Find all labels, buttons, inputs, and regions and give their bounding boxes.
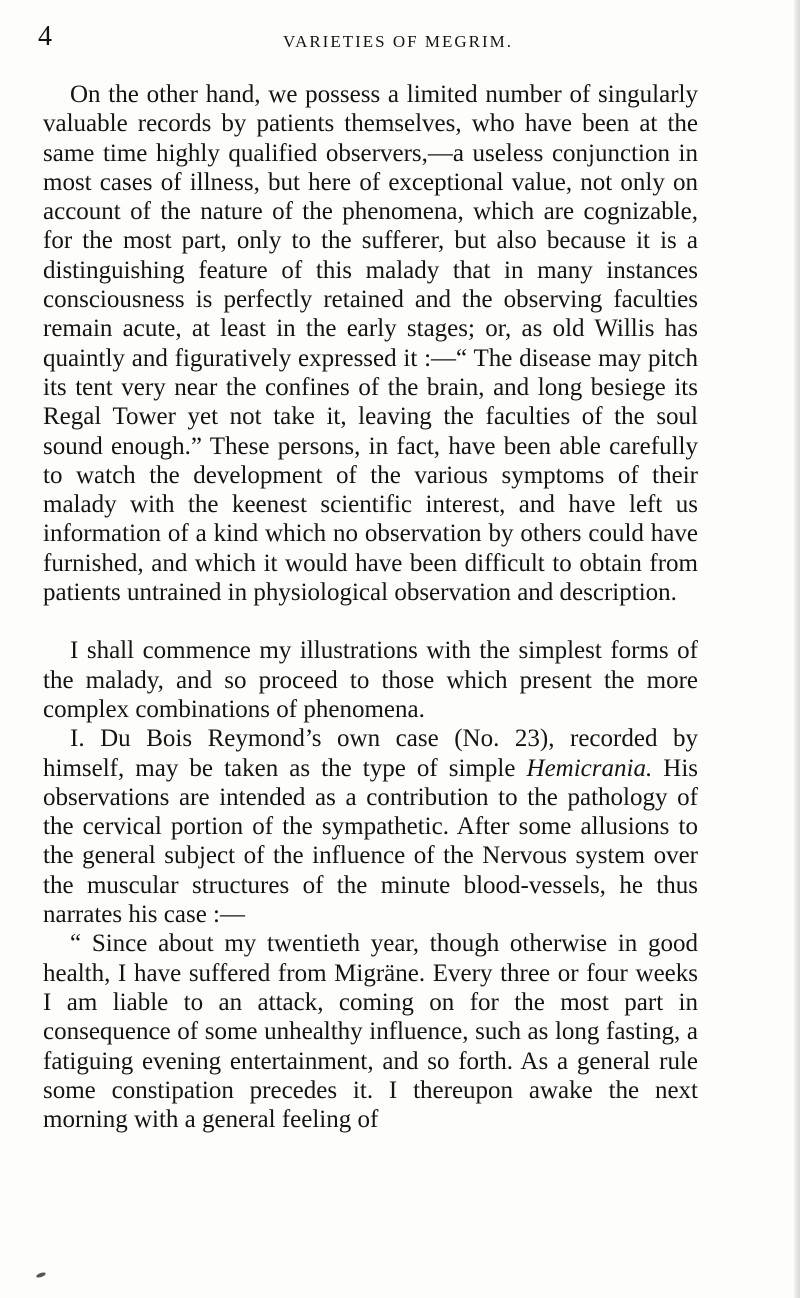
italic-term: Hemicrania. (526, 754, 653, 782)
paragraph-du-bois-reymond-case (43, 724, 698, 929)
body-text (43, 80, 698, 1134)
case-text-after: His observations are intended as a contribution to the pathology of the cervical portion of the sympathetic. After some allusions to the general subject of the influence of the Nervous system over the muscular structures of the minute blood-vessels, he thus narrates his case :— (43, 754, 698, 929)
page-number: 4 (38, 21, 52, 52)
ink-speck (36, 1271, 47, 1278)
page-header (38, 22, 758, 56)
page-edge-shadow (794, 0, 800, 1298)
paragraph-willis-records: On the other hand, we possess a limited number of singularly valuable records by patients themselves, who have been at the same time highly qualified observers,—a useless conjunction in most cases of illness, but here of exceptional value, not only on account of the nature of the phenomena, which are cognizable, for the most part, only to the sufferer, but also because it is a distinguishing feature of this malady that in many instances consciousness is perfectly retained and the observing faculties remain acute, at least in the early stages; or, as old Willis has quaintly and figuratively expressed it :—“ The disease may pitch its tent very near the confines of the brain, and long besiege its Regal Tower yet not take it, leaving the faculties of the soul sound enough.” These persons, in fact, have been able carefully to watch the development of the various symptoms of their malady with the keenest scientific interest, and have left us information of a kind which no observation by others could have furnished, and which it would have been difficult to obtain from patients untrained in physiological observation and description. (43, 81, 698, 607)
running-title: VARIETIES OF MEGRIM. (282, 32, 513, 51)
paragraph-illustrations-intro: I shall commence my illustrations with the simplest forms of the malady, and so proceed to those which present the more complex combinations of phenomena. (43, 637, 698, 723)
paragraph-quoted-narrative: “ Since about my twentieth year, though otherwise in good health, I have suffered from Migräne. Every three or four weeks I am liable to an attack, coming on for the most part in consequence of some unhealthy influence, such as long fasting, a fatiguing evening entertainment, and so forth. As a general rule some constipation precedes it. I thereupon awake the next morning with a general feeling of (43, 930, 698, 1134)
case-text-before: I. Du Bois Reymond’s own case (No. 23), recorded by himself, may be taken as the type of simple (43, 725, 698, 782)
